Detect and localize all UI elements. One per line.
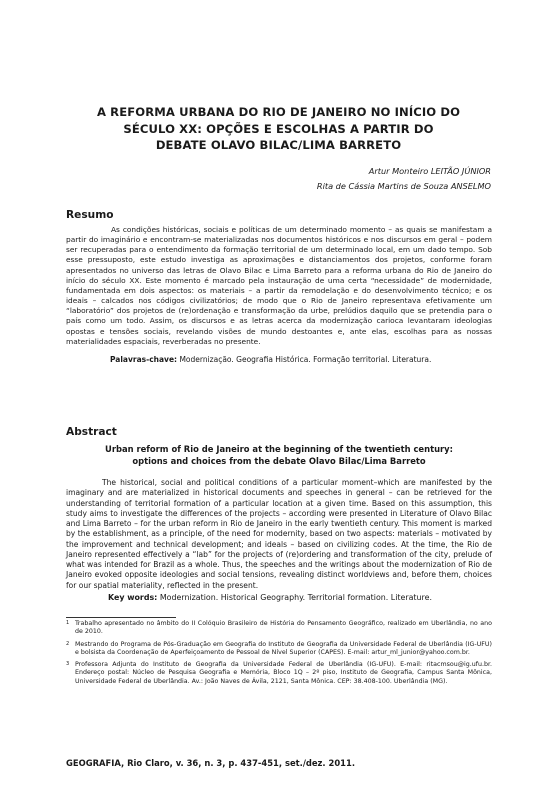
paper-title <box>80 104 477 154</box>
abstract-title-line: options and choices from the debate Olavo Bilac/Lima Barreto <box>132 455 426 466</box>
author-2: Rita de Cássia Martins de Souza ANSELMO <box>316 181 491 191</box>
footnote-text: Professora Adjunta do Instituto de Geografia da Universidade Federal de Uberlândia (IG-UFU). E-mail: ritacmsou@ig.ufu.br. Endereço postal: Núcleo de Pesquisa Geografia e Memória, Bloco 1Q – 2º piso, Instituto de Geografia, Campus Santa Mônica, Universidade Federal de Uberlândia. Av.: João Naves de Ávila, 2121, Santa Mônica. CEP: 38.408-100. Uberlândia (MG). <box>75 661 492 685</box>
resumo-keywords <box>110 354 431 365</box>
title-line: SÉCULO XX: OPÇÕES E ESCOLHAS A PARTIR DO <box>123 121 434 136</box>
footnote-separator <box>66 617 176 618</box>
footnote-text: Trabalho apresentado no âmbito do II Colóquio Brasileiro de História do Pensamento Geográfico, realizado em Uberlândia, no ano de 2010. <box>75 620 492 636</box>
author-1: Artur Monteiro LEITÃO JÚNIOR <box>368 166 491 176</box>
footnote <box>66 641 492 658</box>
abstract-title <box>66 444 492 467</box>
footnote-text: Mestrando do Programa de Pós-Graduação em Geografia do Instituto de Geografia da Universidade Federal de Uberlândia (IG-UFU) e bolsista da Coordenação de Aperfeiçoamento de Pessoal de Nível Superior (CAPES). E-mail: artur_ml_junior@yahoo.com.br. <box>75 640 492 656</box>
abstract-text: The historical, social and political conditions of a particular moment–which are manifested by the imaginary and are materialized in historical documents and speeches in general – can be retrieved for the understanding of territorial formation of a particular location at a given time. Based on this assumption, this study aims to investigate the differences of the projects – according were presented in Literature of Olavo Bilac and Lima Barreto – for the urban reform in Rio de Janeiro in the early twentieth century. This moment is marked by the establishment, as a principle, of the need for modernity, based on two aspects: materials – motivated by the improvement and technical development; and ideals – based on civilizing codes. At the time, the Rio de Janeiro represented effectively a “lab” for the projects of (re)ordering and transformation of the city, prelude of what was intended for Brazil as a whole. Thus, the speeches and the writings about the modernization of Rio de Janeiro evoked opposite ideologies and social tensions, revealing distinct worldviews and, before them, choices for our spatial materiality, reflected in the present. <box>66 478 492 590</box>
footnotes <box>66 620 492 690</box>
footnote-mark: 1 <box>66 620 70 626</box>
resumo-heading: Resumo <box>66 209 114 221</box>
keywords-value: Modernization. Historical Geography. Territorial formation. Literature. <box>159 593 432 602</box>
keywords-label: Palavras-chave: <box>110 355 178 364</box>
journal-citation: GEOGRAFIA, Rio Claro, v. 36, n. 3, p. 437-451, set./dez. 2011. <box>66 758 356 768</box>
keywords-value: Modernização. Geografia Histórica. Formação territorial. Literatura. <box>179 355 432 364</box>
keywords-label: Key words: <box>108 593 158 602</box>
abstract-keywords <box>108 592 432 603</box>
footnote-mark: 2 <box>66 640 70 647</box>
title-line: DEBATE OLAVO BILAC/LIMA BARRETO <box>155 138 402 152</box>
title-line: A REFORMA URBANA DO RIO DE JANEIRO NO INÍCIO DO <box>96 105 461 119</box>
footnote <box>66 661 492 686</box>
footnote-mark: 3 <box>66 661 70 668</box>
abstract-title-line: Urban reform of Rio de Janeiro at the beginning of the twentieth century: <box>105 444 453 454</box>
resumo-text: As condições históricas, sociais e políticas de um determinado momento – as quais se manifestam a partir do imaginário e encontram-se materializadas nos documentos históricos e nos discursos em geral – podem ser recuperadas para o entendimento da formação territorial de um determinado local, em um dado tempo. Sob esse pressuposto, este estudo investiga as aproximações e distanciamentos dos projetos, conforme foram apresentados no universo das letras de Olavo Bilac e Lima Barreto para a reforma urbana do Rio de Janeiro do início do século XX. Este momento é marcado pela instauração de uma certa “necessidade” de modernidade, fundamentada em dois aspectos: os materiais – a partir da remodelação e do desenvolvimento técnico; e os ideais – calcados nos códigos civilizatórios; de modo que o Rio de Janeiro representava efetivamente um “laboratório” dos projetos de (re)ordenação e transformação da urbe, prelúdios daquilo que se pretendia para o país como um todo. Assim, os discursos e as letras acerca da modernização carioca levantaram ideologias opostas e tensões sociais, revelando visões de mundo destoantes e, ante elas, escolhas para as nossas materialidades espaciais, reverberadas no presente. <box>66 225 492 346</box>
footnote <box>66 620 492 637</box>
abstract-heading: Abstract <box>66 426 117 438</box>
